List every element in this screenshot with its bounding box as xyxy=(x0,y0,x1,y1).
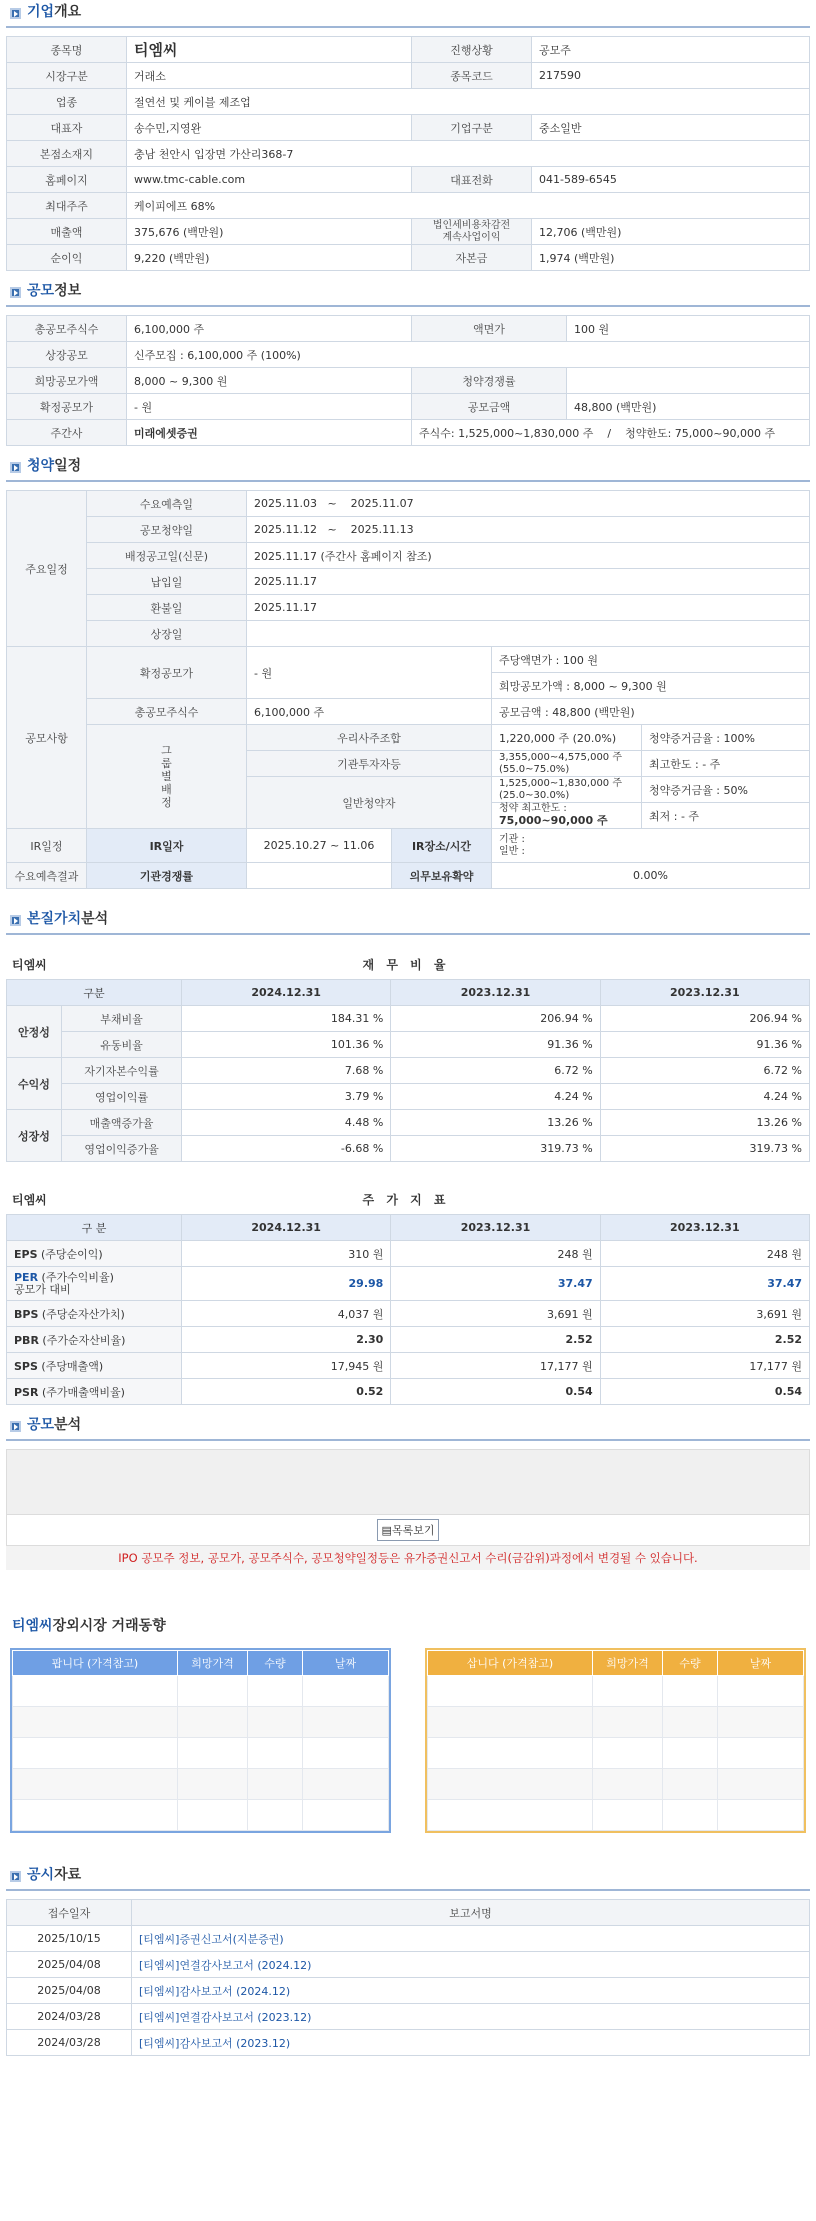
column-header: 수량 xyxy=(248,1651,303,1676)
value xyxy=(247,863,392,889)
section-title-rest: 자료 xyxy=(54,1867,82,1883)
section-title-highlight: 티엠씨 xyxy=(12,1618,53,1634)
label: 공모사항 xyxy=(7,647,87,829)
label: 매출액 xyxy=(7,219,127,245)
label: 순이익 xyxy=(7,245,127,271)
value: 2025.11.17 (주간사 홈페이지 참조) xyxy=(247,543,810,569)
cell: 91.36 % xyxy=(600,1032,809,1058)
cell: 206.94 % xyxy=(391,1006,600,1032)
value: 12,706 (백만원) xyxy=(532,219,810,245)
label: 주요일정 xyxy=(7,491,87,647)
table-row xyxy=(428,1707,804,1738)
cell: 4.48 % xyxy=(182,1110,391,1136)
label: IR장소/시간 xyxy=(392,829,492,863)
row-label: 매출액증가율 xyxy=(62,1110,182,1136)
cell: 2.52 xyxy=(391,1327,600,1353)
cell: 13.26 % xyxy=(600,1110,809,1136)
section-title-highlight: 기업 xyxy=(27,4,55,20)
label: 최대주주 xyxy=(7,193,127,219)
value: 신주모집 : 6,100,000 주 (100%) xyxy=(127,342,810,368)
section-title-highlight: 공시 xyxy=(27,1867,55,1883)
label: IR일정 xyxy=(7,829,87,863)
value: 3,355,000~4,575,000 주 (55.0~75.0%) xyxy=(492,751,642,777)
label: 기관경쟁률 xyxy=(87,863,247,889)
value: 주당액면가 : 100 원 xyxy=(492,647,810,673)
value: 041-589-6545 xyxy=(532,167,810,193)
cell: 2.52 xyxy=(600,1327,809,1353)
value: 1,525,000~1,830,000 주 (25.0~30.0%) xyxy=(492,777,642,803)
bullet-icon xyxy=(10,1871,21,1882)
section-title-rest: 분석 xyxy=(54,1417,82,1433)
label: 상장공모 xyxy=(7,342,127,368)
bullet-icon xyxy=(10,1421,21,1432)
value: 217590 xyxy=(532,63,810,89)
table-row xyxy=(13,1707,389,1738)
label: 배정공고일(신문) xyxy=(87,543,247,569)
section-title-highlight: 공모 xyxy=(27,283,55,299)
row-desc: 공모가 대비 xyxy=(14,1282,71,1296)
value: 공모금액 : 48,800 (백만원) xyxy=(492,699,810,725)
ipo-info-table xyxy=(6,315,810,446)
column-header: 날짜 xyxy=(718,1651,804,1676)
group-label: 성장성 xyxy=(7,1110,62,1162)
value: 1,974 (백만원) xyxy=(532,245,810,271)
company-name: 티엠씨 xyxy=(127,37,412,63)
row-label: 부채비율 xyxy=(62,1006,182,1032)
table-row xyxy=(428,1676,804,1707)
label: 수요예측일 xyxy=(87,491,247,517)
value: 청약증거금율 : 50% xyxy=(642,777,810,803)
value xyxy=(567,368,810,394)
label: 본점소재지 xyxy=(7,141,127,167)
value: 절연선 및 케이블 제조업 xyxy=(127,89,810,115)
value: 청약증거금율 : 100% xyxy=(642,725,810,751)
label: 납입일 xyxy=(87,569,247,595)
cell: 206.94 % xyxy=(600,1006,809,1032)
label: 총공모주식수 xyxy=(7,316,127,342)
ipo-analysis-content xyxy=(6,1449,810,1515)
value: 1,220,000 주 (20.0%) xyxy=(492,725,642,751)
label: 청약 최고한도 : xyxy=(499,803,567,814)
row-label: 자기자본수익률 xyxy=(62,1058,182,1084)
underwriter-detail: 주식수: 1,525,000~1,830,000 주 / 청약한도: 75,000~90,000 주 xyxy=(412,420,810,446)
label: 홈페이지 xyxy=(7,167,127,193)
cell: 0.52 xyxy=(182,1379,391,1405)
row-label: 영업이익증가율 xyxy=(62,1136,182,1162)
date-cell: 2025/10/15 xyxy=(7,1926,132,1952)
list-icon: ▤ xyxy=(381,1524,392,1537)
cell: 248 원 xyxy=(600,1241,809,1267)
date-cell: 2025/04/08 xyxy=(7,1978,132,2004)
table-row xyxy=(13,1800,389,1831)
value: 8,000 ~ 9,300 원 xyxy=(127,368,412,394)
label: 확정공모가 xyxy=(87,647,247,699)
label: 대표자 xyxy=(7,115,127,141)
cell: 319.73 % xyxy=(391,1136,600,1162)
row-desc: (주가수익비율) xyxy=(38,1270,114,1284)
bullet-icon xyxy=(10,915,21,926)
table-row xyxy=(428,1800,804,1831)
label: 종목코드 xyxy=(412,63,532,89)
label: 총공모주식수 xyxy=(87,699,247,725)
label: 그 룹 별 배 정 xyxy=(87,725,247,829)
company-overview-table xyxy=(6,36,810,271)
cell: 3,691 원 xyxy=(600,1301,809,1327)
table-row xyxy=(13,1769,389,1800)
table-row xyxy=(7,1952,810,1978)
cell: 4.24 % xyxy=(600,1084,809,1110)
group-label: 수익성 xyxy=(7,1058,62,1110)
value: 최고한도 : - 주 xyxy=(642,751,810,777)
stock-index-header xyxy=(6,1184,810,1214)
cell: 4,037 원 xyxy=(182,1301,391,1327)
value: - 원 xyxy=(247,647,492,699)
list-view-button[interactable] xyxy=(377,1519,440,1541)
section-title-rest: 정보 xyxy=(54,283,82,299)
cell: 184.31 % xyxy=(182,1006,391,1032)
value: 충남 천안시 입장면 가산리368-7 xyxy=(127,141,810,167)
bullet-icon xyxy=(10,8,21,19)
table-row xyxy=(13,1676,389,1707)
report-link[interactable]: [티엠씨]감사보고서 (2024.12) xyxy=(132,1978,810,2004)
column-header: 삽니다 (가격참고) xyxy=(428,1651,593,1676)
disclosure-title xyxy=(6,1863,810,1891)
section-title-highlight: 공모 xyxy=(27,1417,55,1433)
cell: 0.54 xyxy=(600,1379,809,1405)
value: 케이피에프 68% xyxy=(127,193,810,219)
value: 중소일반 xyxy=(532,115,810,141)
row-key: BPS xyxy=(14,1307,39,1321)
cell: 101.36 % xyxy=(182,1032,391,1058)
value: 75,000~90,000 주 xyxy=(499,814,608,827)
column-header: 보고서명 xyxy=(132,1900,810,1926)
column-header: 구분 xyxy=(7,980,182,1006)
column-header: 2023.12.31 xyxy=(391,980,600,1006)
value: 6,100,000 주 xyxy=(247,699,492,725)
financial-ratio-header xyxy=(6,949,810,979)
cell: 3,691 원 xyxy=(391,1301,600,1327)
bullet-icon xyxy=(10,462,21,473)
report-link[interactable]: [티엠씨]감사보고서 (2023.12) xyxy=(132,2030,810,2056)
label: 우리사주조합 xyxy=(247,725,492,751)
row-key: PER xyxy=(14,1270,39,1284)
ipo-info-title xyxy=(6,279,810,307)
label: 종목명 xyxy=(7,37,127,63)
table-row xyxy=(13,1738,389,1769)
underwriter: 미래에셋증권 xyxy=(127,420,412,446)
column-header: 2024.12.31 xyxy=(182,980,391,1006)
value: 희망공모가액 : 8,000 ~ 9,300 원 xyxy=(492,673,810,699)
column-header: 2023.12.31 xyxy=(600,1215,809,1241)
column-header: 희망가격 xyxy=(593,1651,663,1676)
value: 0.00% xyxy=(492,863,810,889)
column-header: 날짜 xyxy=(303,1651,389,1676)
cell: 17,945 원 xyxy=(182,1353,391,1379)
homepage-link[interactable]: www.tmc-cable.com xyxy=(127,167,412,193)
table-row xyxy=(7,2004,810,2030)
row-key: PSR xyxy=(14,1385,39,1399)
otc-market-title xyxy=(6,1610,810,1640)
bullet-icon xyxy=(10,287,21,298)
financial-ratio-table xyxy=(6,979,810,1162)
date-cell: 2024/03/28 xyxy=(7,2030,132,2056)
value: 2025.11.17 xyxy=(247,569,810,595)
value: 송수민,지영완 xyxy=(127,115,412,141)
label: 공모청약일 xyxy=(87,517,247,543)
value: 48,800 (백만원) xyxy=(567,394,810,420)
label: 시장구분 xyxy=(7,63,127,89)
label: 희망공모가액 xyxy=(7,368,127,394)
label: IR일자 xyxy=(87,829,247,863)
column-header: 희망가격 xyxy=(178,1651,248,1676)
label: 환불일 xyxy=(87,595,247,621)
table-row xyxy=(7,1978,810,2004)
label: 주간사 xyxy=(7,420,127,446)
label: 기관 : xyxy=(499,833,525,845)
otc-market xyxy=(6,1648,810,1833)
cell: 0.54 xyxy=(391,1379,600,1405)
cell: 319.73 % xyxy=(600,1136,809,1162)
company-label: 티엠씨 xyxy=(12,957,47,972)
column-header: 팝니다 (가격참고) xyxy=(13,1651,178,1676)
section-title-rest: 일정 xyxy=(54,458,82,474)
column-header: 2023.12.31 xyxy=(600,980,809,1006)
label: 기업구분 xyxy=(412,115,532,141)
label: 공모금액 xyxy=(412,394,567,420)
row-desc: (주당매출액) xyxy=(37,1359,104,1373)
row-key: PBR xyxy=(14,1333,39,1347)
cell: 6.72 % xyxy=(391,1058,600,1084)
section-title-rest: 개요 xyxy=(54,4,82,20)
value: 2025.10.27 ~ 11.06 xyxy=(247,829,392,863)
company-label: 티엠씨 xyxy=(12,1192,47,1207)
value: 100 원 xyxy=(567,316,810,342)
cell: 37.47 xyxy=(600,1267,809,1301)
label: 자본금 xyxy=(412,245,532,271)
table-row xyxy=(7,2030,810,2056)
table-row xyxy=(428,1738,804,1769)
row-label: 영업이익률 xyxy=(62,1084,182,1110)
label: 청약경쟁률 xyxy=(412,368,567,394)
column-header: 접수일자 xyxy=(7,1900,132,1926)
valuation-title xyxy=(6,907,810,935)
column-header: 2024.12.31 xyxy=(182,1215,391,1241)
label: 의무보유확약 xyxy=(392,863,492,889)
cell: 248 원 xyxy=(391,1241,600,1267)
value: 2025.11.03 ~ 2025.11.07 xyxy=(247,491,810,517)
cell: 3.79 % xyxy=(182,1084,391,1110)
table-row xyxy=(7,1926,810,1952)
column-header: 2023.12.31 xyxy=(391,1215,600,1241)
value: 거래소 xyxy=(127,63,412,89)
label: 확정공모가 xyxy=(7,394,127,420)
cell: -6.68 % xyxy=(182,1136,391,1162)
date-cell: 2024/03/28 xyxy=(7,2004,132,2030)
label: 액면가 xyxy=(412,316,567,342)
stock-index-table xyxy=(6,1214,810,1405)
row-desc: (주가순자산비율) xyxy=(38,1333,126,1347)
section-title-highlight: 본질가치 xyxy=(27,911,82,927)
section-title-rest: 장외시장 거래동향 xyxy=(52,1618,166,1634)
value: 최저 : - 주 xyxy=(642,803,810,829)
company-overview-title xyxy=(6,0,810,28)
cell: 4.24 % xyxy=(391,1084,600,1110)
cell: 17,177 원 xyxy=(600,1353,809,1379)
cell: 310 원 xyxy=(182,1241,391,1267)
stock-index-title: 주 가 지 표 xyxy=(362,1192,450,1207)
cell: 91.36 % xyxy=(391,1032,600,1058)
value: - 원 xyxy=(127,394,412,420)
row-key: EPS xyxy=(14,1247,38,1261)
label: 수요예측결과 xyxy=(7,863,87,889)
cell: 37.47 xyxy=(391,1267,600,1301)
column-header: 수량 xyxy=(663,1651,718,1676)
cell: 29.98 xyxy=(182,1267,391,1301)
cell: 6.72 % xyxy=(600,1058,809,1084)
disclosure-table xyxy=(6,1899,810,2056)
value: 375,676 (백만원) xyxy=(127,219,412,245)
label: 상장일 xyxy=(87,621,247,647)
date-cell: 2025/04/08 xyxy=(7,1952,132,1978)
row-desc: (주당순자산가치) xyxy=(38,1307,125,1321)
column-header: 구 분 xyxy=(7,1215,182,1241)
report-link[interactable]: [티엠씨]증권신고서(지분증권) xyxy=(132,1926,810,1952)
cell: 13.26 % xyxy=(391,1110,600,1136)
section-title-rest: 분석 xyxy=(81,911,109,927)
label: 기관투자자등 xyxy=(247,751,492,777)
label: 일반청약자 xyxy=(247,777,492,829)
cell: 2.30 xyxy=(182,1327,391,1353)
schedule-table xyxy=(6,490,810,889)
section-title-highlight: 청약 xyxy=(27,458,55,474)
financial-ratio-title: 재 무 비 율 xyxy=(362,957,450,972)
value: 2025.11.12 ~ 2025.11.13 xyxy=(247,517,810,543)
row-desc: (주당순이익) xyxy=(37,1247,103,1261)
label: 일반 : xyxy=(499,845,525,857)
report-link[interactable]: [티엠씨]연결감사보고서 (2024.12) xyxy=(132,1952,810,1978)
label: 대표전화 xyxy=(412,167,532,193)
cell: 17,177 원 xyxy=(391,1353,600,1379)
value xyxy=(247,621,810,647)
label: 법인세비용차감전 계속사업이익 xyxy=(412,219,532,245)
row-key: SPS xyxy=(14,1359,38,1373)
label: 진행상황 xyxy=(412,37,532,63)
row-label: 유동비율 xyxy=(62,1032,182,1058)
value: 공모주 xyxy=(532,37,810,63)
label: 업종 xyxy=(7,89,127,115)
buy-panel xyxy=(425,1648,806,1833)
table-row xyxy=(428,1769,804,1800)
cell: 7.68 % xyxy=(182,1058,391,1084)
schedule-title xyxy=(6,454,810,482)
ipo-analysis-title xyxy=(6,1413,810,1441)
list-view-label: 목록보기 xyxy=(391,1524,435,1537)
button-row xyxy=(6,1515,810,1546)
group-label: 안정성 xyxy=(7,1006,62,1058)
row-desc: (주가매출액비율) xyxy=(38,1385,125,1399)
report-link[interactable]: [티엠씨]연결감사보고서 (2023.12) xyxy=(132,2004,810,2030)
value: 2025.11.17 xyxy=(247,595,810,621)
value: 6,100,000 주 xyxy=(127,316,412,342)
sell-panel xyxy=(10,1648,391,1833)
change-notice: IPO 공모주 정보, 공모가, 공모주식수, 공모청약일정등은 유가증권신고서 수리(금감위)과정에서 변경될 수 있습니다. xyxy=(6,1546,810,1570)
value: 9,220 (백만원) xyxy=(127,245,412,271)
